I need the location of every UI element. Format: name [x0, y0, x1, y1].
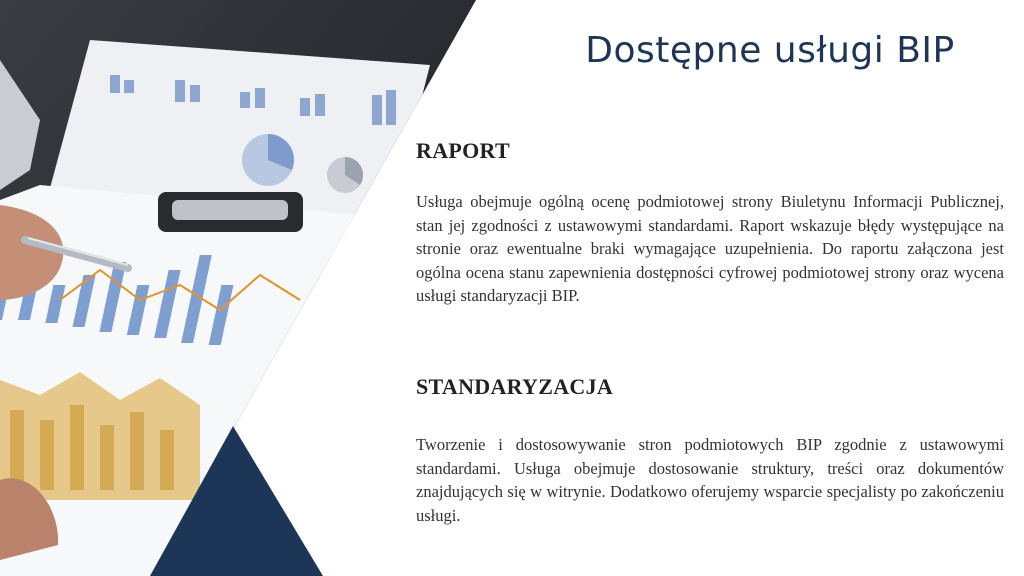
section-body-standaryzacja: Tworzenie i dostosowywanie stron podmiotowych BIP zgodnie z ustawowymi standardami. Usługa obejmuje dostosowanie struktury, treści oraz dokumentów znajdujących się w witrynie. Dodatkowo oferujemy wsparcie specjalisty po zakończeniu usługi. — [416, 435, 1004, 525]
section-heading-standaryzacja: STANDARYZACJA — [416, 374, 614, 399]
slide-title: Dostępne usługi BIP — [585, 30, 955, 71]
section-body-raport: Usługa obejmuje ogólną ocenę podmiotowej strony Biuletynu Informacji Publicznej, stan jej zgodności z ustawowymi standardami. Raport wskazuje błędy występujące na stronie oraz ewentualne braki wymagające uzupełnienia. Do raportu załączona jest ogólna ocena stanu zapewnienia dostępności cyfrowej podmiotowej strony oraz wycena usługi standaryzacji BIP. — [416, 192, 1004, 306]
section-heading-raport: RAPORT — [416, 138, 510, 163]
